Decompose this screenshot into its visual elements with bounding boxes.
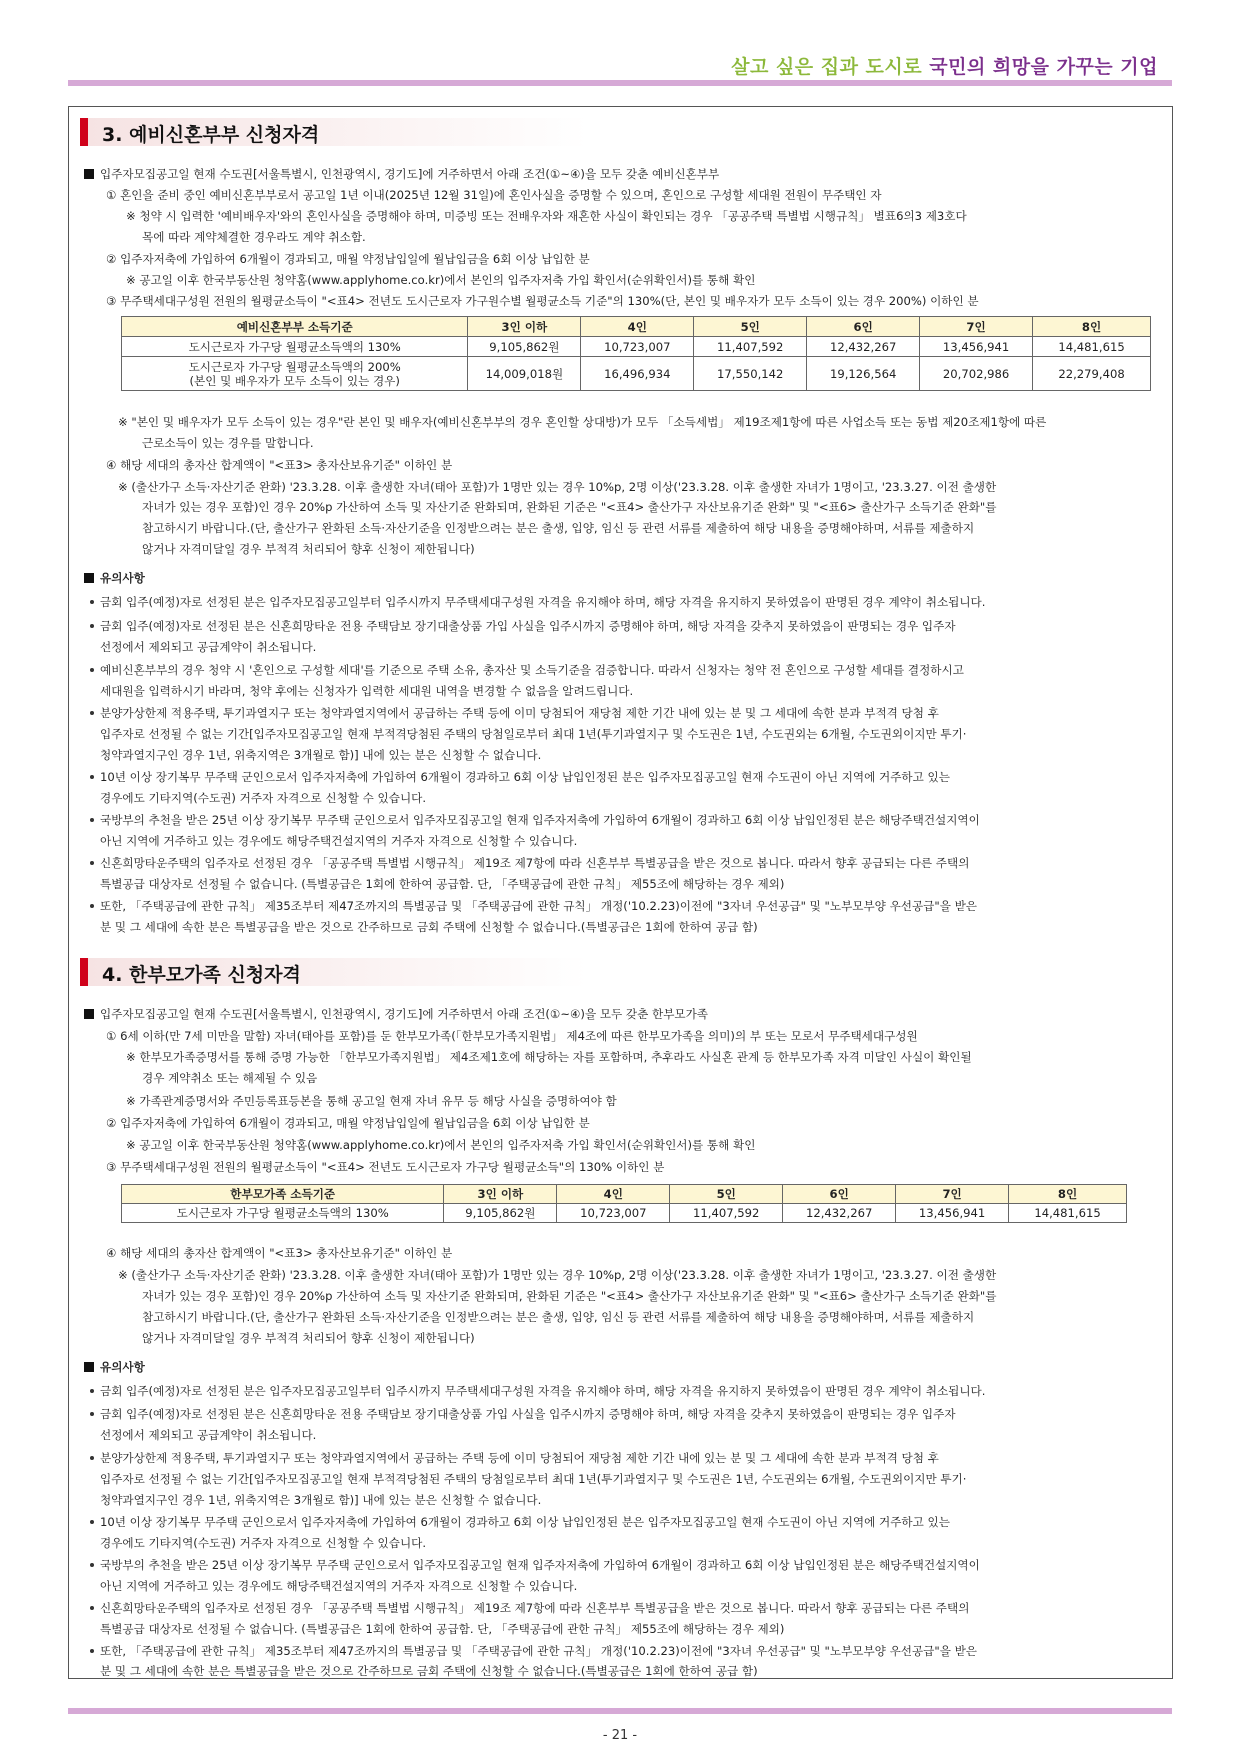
bullet-icon: [90, 1520, 94, 1524]
bullet-icon: [90, 624, 94, 628]
table-row-label: 도시근로자 가구당 월평균소득액의 130%: [122, 1204, 444, 1223]
table-row-label: 도시근로자 가구당 월평균소득액의 200% (본인 및 배우자가 모두 소득이 있는 경우): [122, 357, 468, 391]
table-row-label: 도시근로자 가구당 월평균소득액의 130%: [122, 337, 468, 357]
table-header-cell: 6인: [807, 317, 920, 337]
notice-item-cont: 청약과열지구인 경우 1년, 위축지역은 3개월로 함)] 내에 있는 분은 신청할 수 없습니다.: [100, 748, 542, 762]
section3-line: ③ 무주택세대구성원 전원의 월평균소득이 "<표4> 전년도 도시근로자 가구원수별 월평균소득 기준"의 130%(단, 본인 및 배우자가 모두 소득이 있는 경우 200%) 이하인 분: [106, 294, 979, 308]
section3-line: ② 입주자저축에 가입하여 6개월이 경과되고, 매월 약정납입일에 월납입금을 6회 이상 납입한 분: [106, 252, 590, 266]
section3-title: 3. 예비신혼부부 신청자격: [102, 124, 320, 146]
table-header-cell: 7인: [920, 317, 1033, 337]
section4-line: ④ 해당 세대의 총자산 합계액이 "<표3> 총자산보유기준" 이하인 분: [106, 1246, 453, 1260]
notice-item-cont: 청약과열지구인 경우 1년, 위축지역은 3개월로 함)] 내에 있는 분은 신청할 수 없습니다.: [100, 1493, 542, 1507]
notice-item-cont: 분 및 그 세대에 속한 분은 특별공급을 받은 것으로 간주하므로 금회 주택에 신청할 수 없습니다.(특별공급은 1회에 한하여 공급 함): [100, 1664, 758, 1678]
section3-line: ※ 공고일 이후 한국부동산원 청약홈(www.applyhome.co.kr)에서 본인의 입주자저축 가입 확인서(순위확인서)를 통해 확인: [126, 273, 756, 287]
table-cell: 14,481,615: [1033, 337, 1151, 357]
section3-line: 근로소득이 있는 경우를 말합니다.: [142, 436, 314, 450]
table-header-cell: 3인 이하: [444, 1185, 557, 1204]
section3-header: [80, 118, 1160, 146]
section3-criteria-lead: 입주자모집공고일 현재 수도권[서울특별시, 인천광역시, 경기도]에 거주하면서 아래 조건(①~④)을 모두 갖춘 예비신혼부부: [84, 167, 719, 181]
square-bullet-icon: [84, 169, 94, 179]
notice-item-cont: 선정에서 제외되고 공급계약이 취소됩니다.: [100, 1428, 317, 1442]
table-header-cell: 6인: [783, 1185, 896, 1204]
bullet-icon: [90, 1606, 94, 1610]
section4-line: ※ 공고일 이후 한국부동산원 청약홈(www.applyhome.co.kr)에서 본인의 입주자저축 가입 확인서(순위확인서)를 통해 확인: [126, 1138, 756, 1152]
notice-item-cont: 입주자로 선정될 수 없는 기간[입주자모집공고일 현재 부적격당첨된 주택의 당첨일로부터 최대 1년(투기과열지구 및 수도권은 1년, 수도권외는 6개월, 수도권외이지만 투기·: [100, 1472, 967, 1486]
section4-line: ※ (출산가구 소득·자산기준 완화) '23.3.28. 이후 출생한 자녀(태아 포함)가 1명만 있는 경우 10%p, 2명 이상('23.3.28. 이후 출생한 자녀가 1명이고, '23.3.27. 이전 출생한: [118, 1268, 997, 1282]
table-row: [122, 357, 1151, 391]
section4-notice-title: 유의사항: [84, 1360, 145, 1374]
bullet-icon: [90, 861, 94, 865]
slogan-part1: 살고 싶은 집과 도시로: [731, 56, 923, 78]
table-cell: 11,407,592: [694, 337, 807, 357]
notice-item-cont: 분 및 그 세대에 속한 분은 특별공급을 받은 것으로 간주하므로 금회 주택에 신청할 수 없습니다.(특별공급은 1회에 한하여 공급 함): [100, 920, 758, 934]
table-row: [122, 1204, 1127, 1223]
section3-line: ① 혼인을 준비 중인 예비신혼부부로서 공고일 1년 이내(2025년 12월 31일)에 혼인사실을 증명할 수 있으며, 혼인으로 구성할 세대원 전원이 무주택인 자: [106, 188, 882, 202]
section3-notice-title: 유의사항: [84, 571, 145, 585]
notice-item: 예비신혼부부의 경우 청약 시 '혼인으로 구성할 세대'를 기준으로 주택 소유, 총자산 및 소득기준을 검증합니다. 따라서 신청자는 청약 전 혼인으로 구성할 세대를 결정하시고: [90, 663, 964, 677]
section4-line: 않거나 자격미달일 경우 부적격 처리되어 향후 신청이 제한됩니다): [142, 1331, 475, 1345]
bullet-icon: [90, 711, 94, 715]
bullet-icon: [90, 600, 94, 604]
table-cell: 11,407,592: [670, 1204, 783, 1223]
section3-line: 목에 따라 계약체결한 경우라도 계약 취소함.: [142, 230, 366, 244]
section-marker: [80, 958, 88, 986]
section3-line: 자녀가 있는 경우 포함)인 경우 20%p 가산하여 소득 및 자산기준 완화되며, 완화된 기준은 "<표4> 출산가구 자산보유기준 완화" 및 "<표6> 출산가구 소득기준 완화"를: [142, 500, 997, 514]
section4-line: ① 6세 이하(만 7세 미만을 말함) 자녀(태아를 포함)를 둔 한부모가족(「한부모가족지원법」 제4조에 따른 한부모가족을 의미)의 부 또는 모로서 무주택세대구성원: [106, 1029, 918, 1043]
notice-item: 분양가상한제 적용주택, 투기과열지구 또는 청약과열지역에서 공급하는 주택 등에 이미 당첨되어 재당첨 제한 기간 내에 있는 분 및 그 세대에 속한 분과 부적격 당첨 후: [90, 706, 939, 720]
table-cell: 12,432,267: [783, 1204, 896, 1223]
notice-item: 신혼희망타운주택의 입주자로 선정된 경우 「공공주택 특별법 시행규칙」 제19조 제7항에 따라 신혼부부 특별공급을 받은 것으로 봅니다. 따라서 향후 공급되는 다른 주택의: [90, 856, 969, 870]
table-header-cell: 7인: [896, 1185, 1009, 1204]
table-header-row: [122, 1185, 1127, 1204]
section4-title: 4. 한부모가족 신청자격: [102, 964, 301, 986]
table-cell: 13,456,941: [896, 1204, 1009, 1223]
bullet-icon: [90, 818, 94, 822]
notice-item: 국방부의 추천을 받은 25년 이상 장기복무 무주택 군인으로서 입주자모집공고일 현재 입주자저축에 가입하여 6개월이 경과하고 6회 이상 납입인정된 분은 해당주택건설지역이: [90, 813, 980, 827]
slogan-part2: 국민의 희망을 가꾸는 기업: [929, 56, 1158, 78]
notice-item: 국방부의 추천을 받은 25년 이상 장기복무 무주택 군인으로서 입주자모집공고일 현재 입주자저축에 가입하여 6개월이 경과하고 6회 이상 납입인정된 분은 해당주택건설지역이: [90, 1558, 980, 1572]
header-slogan: [731, 52, 1158, 79]
table-cell: 14,009,018원: [468, 357, 581, 391]
section4-line: ② 입주자저축에 가입하여 6개월이 경과되고, 매월 약정납입일에 월납입금을 6회 이상 납입한 분: [106, 1116, 590, 1130]
table-cell: 10,723,007: [557, 1204, 670, 1223]
table-cell: 20,702,986: [920, 357, 1033, 391]
notice-item: 또한, 「주택공급에 관한 규칙」 제35조부터 제47조까지의 특별공급 및 「주택공급에 관한 규칙」 개정('10.2.23)이전에 "3자녀 우선공급" 및 "노부모부양 우선공급"을 받은: [90, 1644, 977, 1658]
square-bullet-icon: [84, 573, 94, 583]
bullet-icon: [90, 1649, 94, 1653]
square-bullet-icon: [84, 1362, 94, 1372]
table-header-cell: 4인: [557, 1185, 670, 1204]
table-header-cell: 8인: [1033, 317, 1151, 337]
section4-income-table: [121, 1184, 1127, 1223]
square-bullet-icon: [84, 1009, 94, 1019]
bullet-icon: [90, 1389, 94, 1393]
notice-item: 또한, 「주택공급에 관한 규칙」 제35조부터 제47조까지의 특별공급 및 「주택공급에 관한 규칙」 개정('10.2.23)이전에 "3자녀 우선공급" 및 "노부모부양 우선공급"을 받은: [90, 899, 977, 913]
section4-line: ※ 한부모가족증명서를 통해 증명 가능한 「한부모가족지원법」 제4조제1호에 해당하는 자를 포함하며, 추후라도 사실혼 관계 등 한부모가족 자격 미달인 사실이 확인될: [126, 1050, 972, 1064]
section3-line: 참고하시기 바랍니다.(단, 출산가구 완화된 소득·자산기준을 인정받으려는 분은 출생, 입양, 임신 등 관련 서류를 제출하여 해당 내용을 증명해야하며, 서류를 제출하지: [142, 521, 975, 535]
notice-item: 10년 이상 장기복무 무주택 군인으로서 입주자저축에 가입하여 6개월이 경과하고 6회 이상 납입인정된 분은 입주자모집공고일 현재 수도권이 아닌 지역에 거주하고 있는: [90, 1515, 950, 1529]
bullet-icon: [90, 1456, 94, 1460]
notice-item-cont: 특별공급 대상자로 선정될 수 없습니다. (특별공급은 1회에 한하여 공급함. 단, 「주택공급에 관한 규칙」 제55조에 해당하는 경우 제외): [100, 1622, 785, 1636]
table-cell: 19,126,564: [807, 357, 920, 391]
table-cell: 10,723,007: [581, 337, 694, 357]
table-cell: 12,432,267: [807, 337, 920, 357]
notice-item: 10년 이상 장기복무 무주택 군인으로서 입주자저축에 가입하여 6개월이 경과하고 6회 이상 납입인정된 분은 입주자모집공고일 현재 수도권이 아닌 지역에 거주하고 있는: [90, 770, 950, 784]
section3-line: ※ 청약 시 입력한 '예비배우자'와의 혼인사실을 증명해야 하며, 미증빙 또는 전배우자와 재혼한 사실이 확인되는 경우 「공공주택 특별법 시행규칙」 별표6의3 제3호다: [126, 209, 967, 223]
table-header-cell: 4인: [581, 317, 694, 337]
bullet-icon: [90, 1563, 94, 1567]
section4-line: 참고하시기 바랍니다.(단, 출산가구 완화된 소득·자산기준을 인정받으려는 분은 출생, 입양, 임신 등 관련 서류를 제출하여 해당 내용을 증명해야하며, 서류를 제출하지: [142, 1310, 975, 1324]
section4-line: 경우 계약취소 또는 해제될 수 있음: [142, 1071, 318, 1085]
bullet-icon: [90, 904, 94, 908]
notice-item: 금회 입주(예정)자로 선정된 분은 입주자모집공고일부터 입주시까지 무주택세대구성원 자격을 유지해야 하며, 해당 자격을 유지하지 못하였음이 판명된 경우 계약이 취소됩니다.: [90, 595, 985, 609]
table-header-cell: 한부모가족 소득기준: [122, 1185, 444, 1204]
notice-item-cont: 선정에서 제외되고 공급계약이 취소됩니다.: [100, 640, 317, 654]
table-cell: 13,456,941: [920, 337, 1033, 357]
table-header-cell: 예비신혼부부 소득기준: [122, 317, 468, 337]
section4-line: 자녀가 있는 경우 포함)인 경우 20%p 가산하여 소득 및 자산기준 완화되며, 완화된 기준은 "<표4> 출산가구 자산보유기준 완화" 및 "<표6> 출산가구 소득기준 완화"를: [142, 1289, 997, 1303]
notice-item: 금회 입주(예정)자로 선정된 분은 신혼희망타운 전용 주택담보 장기대출상품 가입 사실을 입주시까지 증명해야 하며, 해당 자격을 갖추지 못하였음이 판명되는 경우 입주자: [90, 1407, 956, 1421]
table-header-cell: 8인: [1009, 1185, 1127, 1204]
section4-header: [80, 958, 1160, 986]
table-header-row: [122, 317, 1151, 337]
section3-income-table: [121, 316, 1151, 391]
section3-line: ※ "본인 및 배우자가 모두 소득이 있는 경우"란 본인 및 배우자(예비신혼부부의 경우 혼인할 상대방)가 모두 「소득세법」 제19조제1항에 따른 사업소득 또는 동법 제20조제1항에 따른: [118, 415, 1047, 429]
table-header-cell: 5인: [694, 317, 807, 337]
footer-divider: [68, 1708, 1172, 1714]
section-marker: [80, 118, 88, 146]
notice-item: 금회 입주(예정)자로 선정된 분은 입주자모집공고일부터 입주시까지 무주택세대구성원 자격을 유지해야 하며, 해당 자격을 유지하지 못하였음이 판명된 경우 계약이 취소됩니다.: [90, 1384, 985, 1398]
section4-criteria-lead: 입주자모집공고일 현재 수도권[서울특별시, 인천광역시, 경기도]에 거주하면서 아래 조건(①~④)을 모두 갖춘 한부모가족: [84, 1007, 708, 1021]
notice-item-cont: 아닌 지역에 거주하고 있는 경우에도 해당주택건설지역의 거주자 자격으로 신청할 수 있습니다.: [100, 834, 578, 848]
table-cell: 9,105,862원: [444, 1204, 557, 1223]
table-row: [122, 337, 1151, 357]
notice-item-cont: 세대원을 입력하시기 바라며, 청약 후에는 신청자가 입력한 세대원 내역을 변경할 수 없음을 알려드립니다.: [100, 684, 634, 698]
notice-item: 분양가상한제 적용주택, 투기과열지구 또는 청약과열지역에서 공급하는 주택 등에 이미 당첨되어 재당첨 제한 기간 내에 있는 분 및 그 세대에 속한 분과 부적격 당첨 후: [90, 1451, 939, 1465]
table-cell: 14,481,615: [1009, 1204, 1127, 1223]
notice-item-cont: 경우에도 기타지역(수도권) 거주자 자격으로 신청할 수 있습니다.: [100, 791, 427, 805]
table-cell: 16,496,934: [581, 357, 694, 391]
section3-line: ④ 해당 세대의 총자산 합계액이 "<표3> 총자산보유기준" 이하인 분: [106, 458, 453, 472]
notice-item-cont: 아닌 지역에 거주하고 있는 경우에도 해당주택건설지역의 거주자 자격으로 신청할 수 있습니다.: [100, 1579, 578, 1593]
section4-line: ③ 무주택세대구성원 전원의 월평균소득이 "<표4> 전년도 도시근로자 가구당 월평균소득"의 130% 이하인 분: [106, 1160, 665, 1174]
notice-item-cont: 경우에도 기타지역(수도권) 거주자 자격으로 신청할 수 있습니다.: [100, 1536, 427, 1550]
section3-line: ※ (출산가구 소득·자산기준 완화) '23.3.28. 이후 출생한 자녀(태아 포함)가 1명만 있는 경우 10%p, 2명 이상('23.3.28. 이후 출생한 자녀가 1명이고, '23.3.27. 이전 출생한: [118, 480, 997, 494]
notice-item-cont: 입주자로 선정될 수 없는 기간[입주자모집공고일 현재 부적격당첨된 주택의 당첨일로부터 최대 1년(투기과열지구 및 수도권은 1년, 수도권외는 6개월, 수도권외이지만 투기·: [100, 727, 967, 741]
notice-item-cont: 특별공급 대상자로 선정될 수 없습니다. (특별공급은 1회에 한하여 공급함. 단, 「주택공급에 관한 규칙」 제55조에 해당하는 경우 제외): [100, 877, 785, 891]
table-cell: 17,550,142: [694, 357, 807, 391]
bullet-icon: [90, 1412, 94, 1416]
section4-line: ※ 가족관계증명서와 주민등록표등본을 통해 공고일 현재 자녀 유무 등 해당 사실을 증명하여야 함: [126, 1094, 617, 1108]
bullet-icon: [90, 668, 94, 672]
table-cell: 9,105,862원: [468, 337, 581, 357]
notice-item: 금회 입주(예정)자로 선정된 분은 신혼희망타운 전용 주택담보 장기대출상품 가입 사실을 입주시까지 증명해야 하며, 해당 자격을 갖추지 못하였음이 판명되는 경우 입주자: [90, 619, 956, 633]
bullet-icon: [90, 775, 94, 779]
page-number: - 21 -: [602, 1728, 638, 1743]
table-cell: 22,279,408: [1033, 357, 1151, 391]
section3-line: 않거나 자격미달일 경우 부적격 처리되어 향후 신청이 제한됩니다): [142, 542, 475, 556]
notice-item: 신혼희망타운주택의 입주자로 선정된 경우 「공공주택 특별법 시행규칙」 제19조 제7항에 따라 신혼부부 특별공급을 받은 것으로 봅니다. 따라서 향후 공급되는 다른 주택의: [90, 1601, 969, 1615]
table-header-cell: 3인 이하: [468, 317, 581, 337]
header-divider: [68, 80, 1172, 86]
table-header-cell: 5인: [670, 1185, 783, 1204]
